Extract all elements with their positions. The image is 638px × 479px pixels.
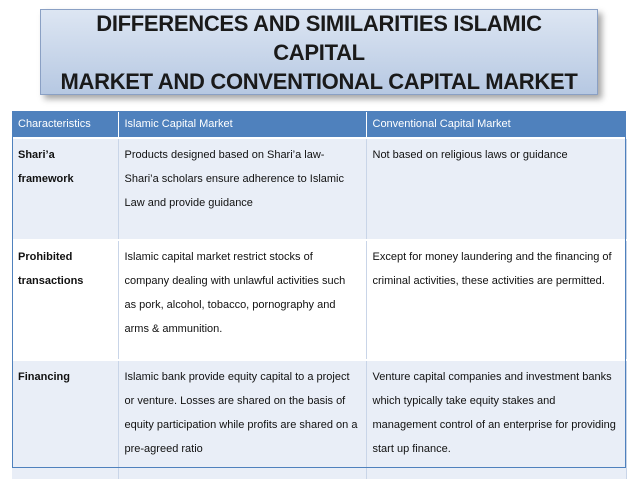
slide-title xyxy=(41,9,597,96)
islamic-cell: Islamic bank provide equity capital to a project or venture. Losses are shared on the basis of equity participation while profits are shared on a pre-agreed ratio xyxy=(118,360,366,479)
islamic-cell: Products designed based on Shari’a law- Shari’a scholars ensure adherence to Islamic Law and provide guidance xyxy=(118,138,366,240)
slide-title-line-1: DIFFERENCES AND SIMILARITIES ISLAMIC CAPITAL xyxy=(96,10,542,65)
header-islamic-capital-market: Islamic Capital Market xyxy=(118,111,366,138)
conventional-cell: Venture capital companies and investment banks which typically take equity stakes and management control of an enterprise for providing start up finance. xyxy=(366,360,626,479)
islamic-cell: Islamic capital market restrict stocks of company dealing with unlawful activities such as pork, alcohol, tobacco, pornography and arms & ammunition. xyxy=(118,240,366,360)
header-conventional-capital-market: Conventional Capital Market xyxy=(366,111,626,138)
slide-title-box xyxy=(40,9,598,95)
table-row xyxy=(12,360,626,479)
table-header-row xyxy=(12,111,626,138)
table-row xyxy=(12,138,626,240)
slide-title-line-2: MARKET AND CONVENTIONAL CAPITAL MARKET xyxy=(60,68,578,94)
table-row xyxy=(12,240,626,360)
row-label: Financing xyxy=(12,360,118,479)
row-label: Shari’a framework xyxy=(12,138,118,240)
row-label: Prohibited transactions xyxy=(12,240,118,360)
conventional-cell: Not based on religious laws or guidance xyxy=(366,138,626,240)
comparison-table xyxy=(12,111,627,479)
header-characteristics: Characteristics xyxy=(12,111,118,138)
conventional-cell: Except for money laundering and the financing of criminal activities, these activities are permitted. xyxy=(366,240,626,360)
